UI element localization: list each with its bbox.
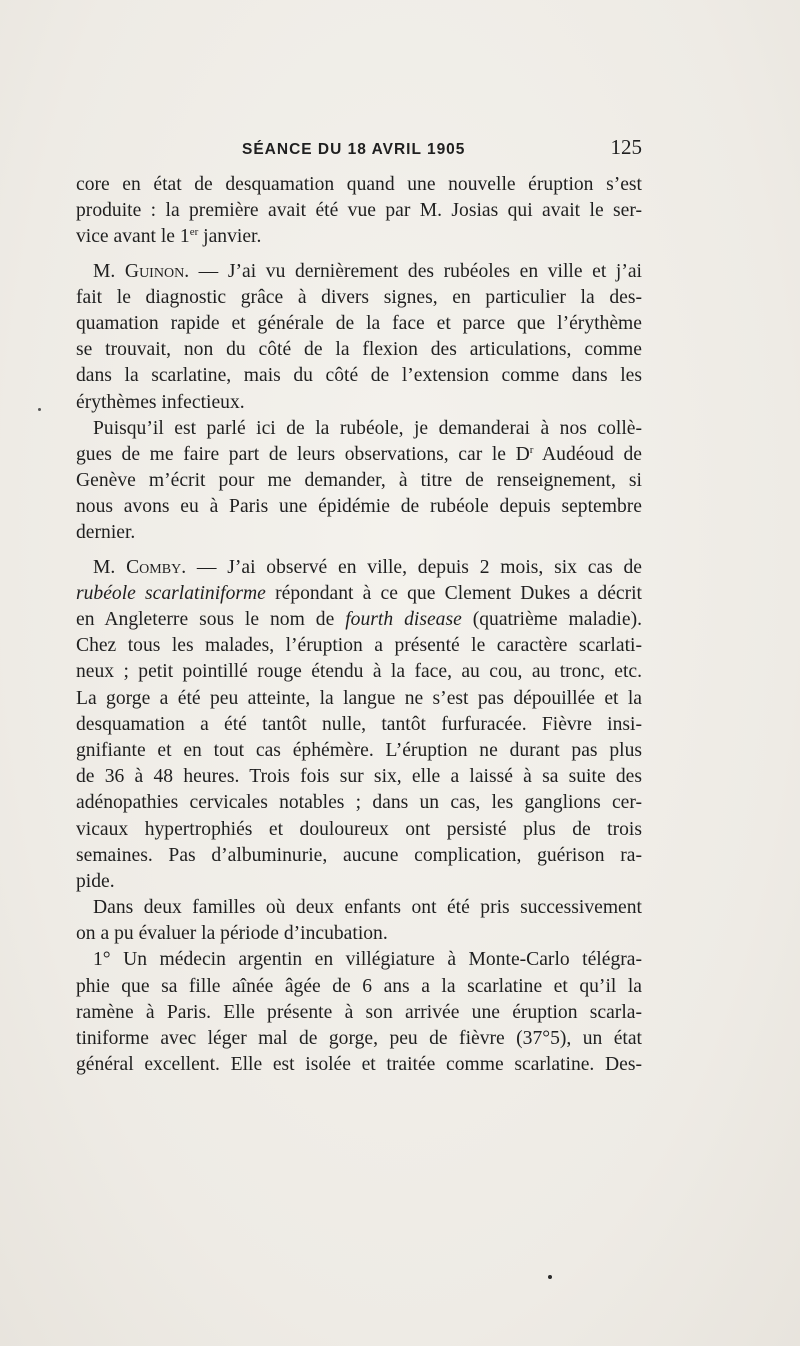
- text-line: [76, 607, 642, 633]
- text-fragment: Audéoud de: [533, 443, 642, 465]
- italic-term: fourth disease: [345, 609, 462, 630]
- text-fragment: . — J’ai vu dernièrement des rubéoles en ville et j’ai: [184, 260, 642, 282]
- text-fragment: vice avant le 1: [76, 226, 190, 248]
- paragraph-2: [76, 259, 642, 416]
- speaker-name: Guinon: [124, 260, 185, 282]
- text-line: [76, 555, 642, 581]
- text-line: [76, 442, 642, 468]
- italic-term: rubéole scarlatiniforme: [76, 582, 266, 604]
- text-line: quamation rapide et générale de la face et parce que l’érythème: [76, 312, 642, 334]
- text-line: de 36 à 48 heures. Trois fois sur six, elle a laissé à sa suite des: [76, 766, 642, 788]
- paragraph-5: [76, 895, 642, 947]
- paragraph-3: [76, 416, 642, 547]
- text-line: érythèmes infectieux.: [76, 391, 245, 413]
- text-line: produite : la première avait été vue par M. Josias qui avait le ser-: [76, 200, 642, 222]
- superscript: er: [189, 226, 199, 239]
- speaker-prefix: M.: [93, 260, 125, 282]
- text-line: pide.: [76, 870, 115, 892]
- text-line: La gorge a été peu atteinte, la langue ne s’est pas dépouillée et la: [76, 687, 642, 709]
- text-line: dernier.: [76, 522, 136, 544]
- text-line: on a pu évaluer la période d’incubation.: [76, 923, 388, 945]
- text-line: fait le diagnostic grâce à divers signes, en particulier la des-: [76, 286, 642, 308]
- page-header: [76, 135, 642, 165]
- text-line: desquamation a été tantôt nulle, tantôt furfuracée. Fièvre insi-: [76, 713, 642, 735]
- text-line: [76, 224, 642, 250]
- paragraph-6: [76, 947, 642, 1078]
- ink-speck: [38, 408, 41, 411]
- text-line: 1° Un médecin argentin en villégiature à Monte-Carlo télégra-: [93, 949, 642, 971]
- text-line: semaines. Pas d’albuminurie, aucune complication, guérison ra-: [76, 844, 642, 866]
- text-fragment: gues de me faire part de leurs observations, car le D: [76, 443, 530, 465]
- superscript: r: [529, 443, 534, 456]
- text-line: core en état de desquamation quand une nouvelle éruption s’est: [76, 174, 642, 195]
- speaker-prefix: M.: [93, 556, 127, 578]
- ink-speck: [548, 1275, 552, 1279]
- text-fragment: . — J’ai observé en ville, depuis 2 mois, six cas de: [181, 556, 642, 578]
- text-line: phie que sa fille aînée âgée de 6 ans a la scarlatine et qu’il la: [76, 975, 642, 997]
- speaker-name: Comby: [126, 556, 182, 578]
- text-line: vicaux hypertrophiés et douloureux ont persisté plus de trois: [76, 818, 642, 840]
- text-line: dans la scarlatine, mais du côté de l’extension comme dans les: [76, 365, 642, 387]
- page-number: 125: [610, 135, 642, 159]
- paragraph-4: [76, 555, 642, 895]
- text-fragment: janvier.: [198, 226, 262, 248]
- text-line: ramène à Paris. Elle présente à son arrivée une éruption scarla-: [76, 1001, 642, 1023]
- text-fragment: en Angleterre sous le nom de: [76, 609, 346, 630]
- body-text: [76, 172, 642, 1078]
- running-head: SÉANCE DU 18 AVRIL 1905: [242, 141, 466, 158]
- text-line: se trouvait, non du côté de la flexion des articulations, comme: [76, 339, 642, 361]
- text-line: Dans deux familles où deux enfants ont été pris successivement: [93, 897, 642, 919]
- text-line: neux ; petit pointillé rouge étendu à la face, au cou, au tronc, etc.: [76, 661, 642, 683]
- text-line: nous avons eu à Paris une épidémie de rubéole depuis septembre: [76, 496, 642, 518]
- text-line: [76, 581, 642, 607]
- text-line: gnifiante et en tout cas éphémère. L’éruption ne durant pas plus: [76, 739, 642, 761]
- text-line: général excellent. Elle est isolée et traitée comme scarlatine. Des-: [76, 1054, 642, 1076]
- text-line: [76, 259, 642, 285]
- text-line: tiniforme avec léger mal de gorge, peu de fièvre (37°5), un état: [76, 1028, 642, 1049]
- text-line: Genève m’écrit pour me demander, à titre de renseignement, si: [76, 470, 642, 492]
- text-line: adénopathies cervicales notables ; dans un cas, les ganglions cer-: [76, 792, 642, 814]
- text-fragment: répondant à ce que Clement Dukes a décrit: [265, 582, 643, 604]
- text-line: Puisqu’il est parlé ici de la rubéole, je demanderai à nos collè-: [93, 417, 642, 439]
- text-line: Chez tous les malades, l’éruption a présenté le caractère scarlati-: [76, 635, 642, 657]
- text-fragment: (quatrième maladie).: [461, 609, 642, 630]
- paragraph-1: [76, 172, 642, 251]
